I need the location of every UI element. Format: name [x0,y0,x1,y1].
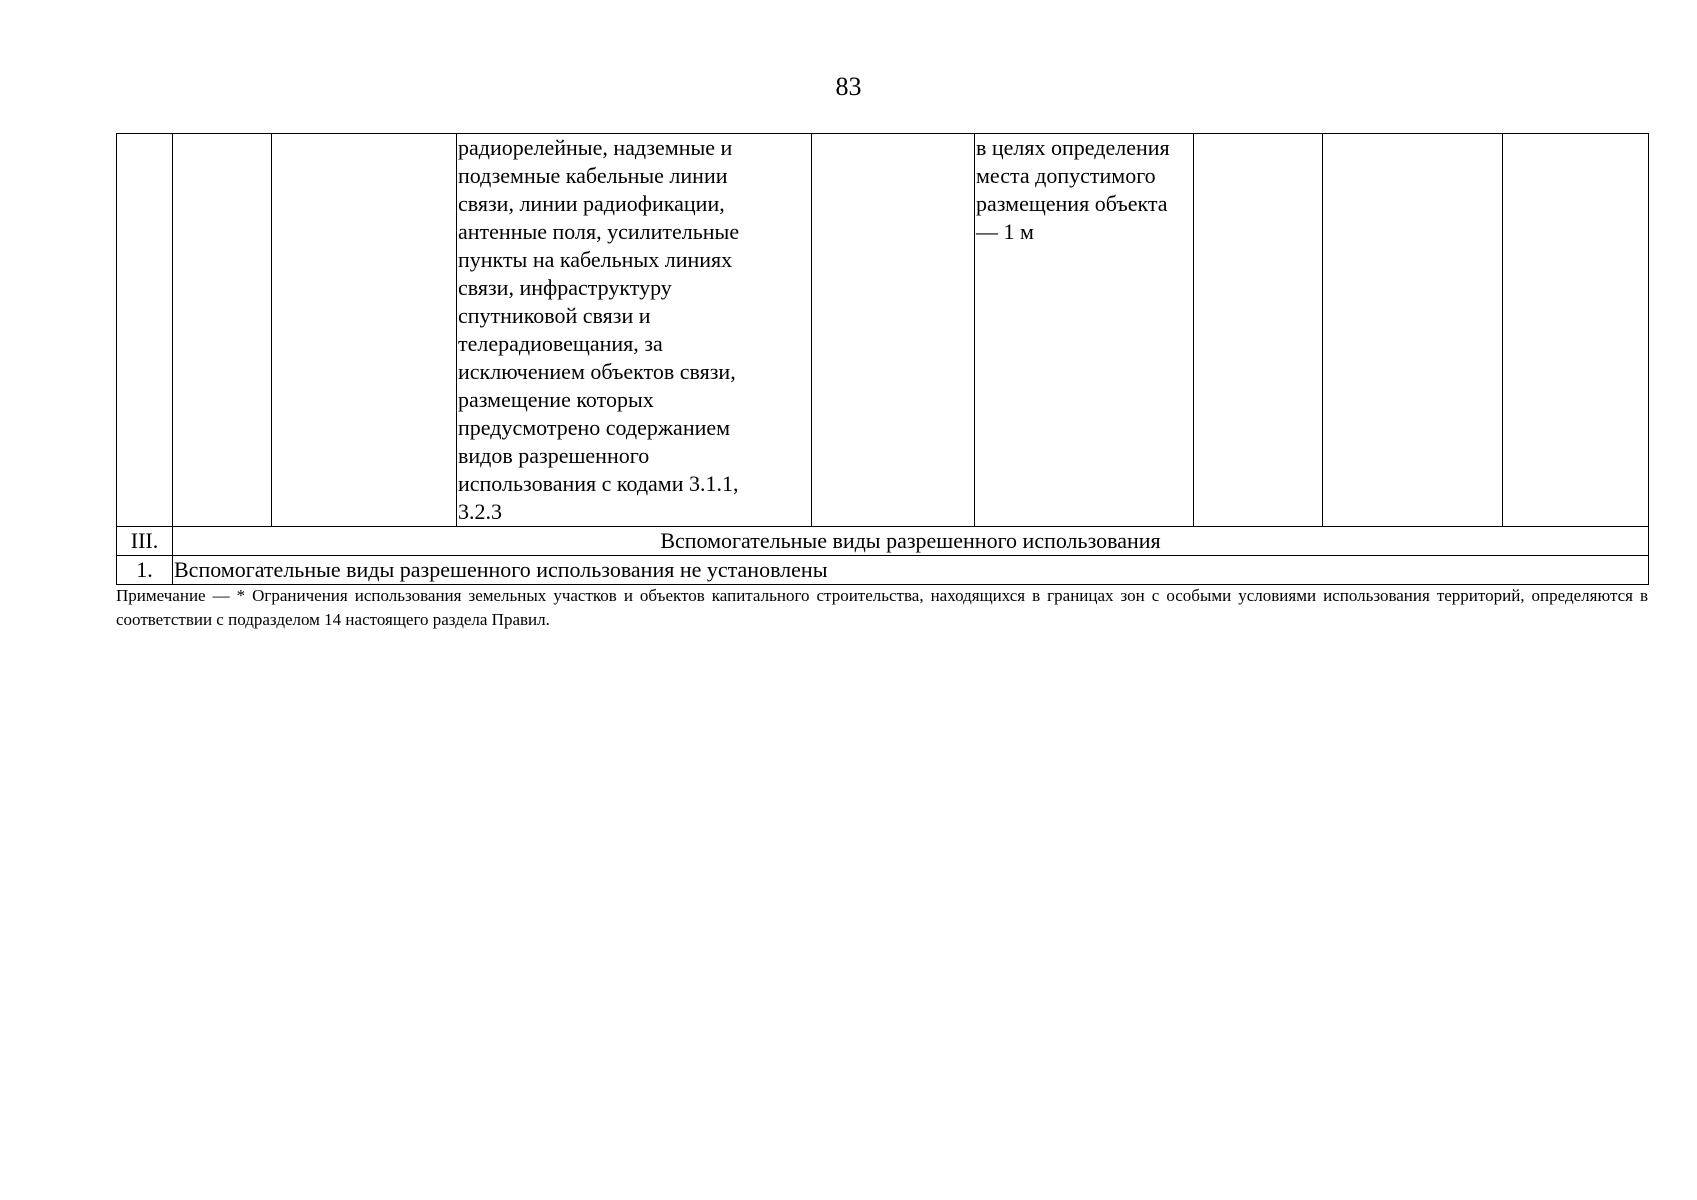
table-cell-empty [812,134,975,527]
row-number: 1. [117,556,173,585]
parameter-text: в целях определения места допустимого размещения объекта — 1 м [976,135,1170,244]
page-number: 83 [835,72,862,101]
table-row-section-item [117,556,1649,585]
table-cell-empty [1194,134,1323,527]
use-description-cell [457,134,812,527]
footnote: Примечание — * Ограничения использования земельных участков и объектов капитального строительства, находящихся в границах зон с особыми условиями использования территорий, определяются в соответствии с подразделом 14 настоящего раздела Правил. [116,586,1648,629]
table-cell-empty [272,134,457,527]
table-row-continuation [117,134,1649,527]
table-row-section-header [117,527,1649,556]
use-description-text: радиорелейные, надземные и подземные кабельные линии связи, линии радиофикации, антенные поля, усилительные пункты на кабельных линиях связи, инфраструктуру спутниковой связи и телерадиовещания, за исключением объектов связи, размещение которых предусмотрено содержанием видов разрешенного использования с кодами 3.1.1, 3.2.3 [458,135,740,524]
table-cell-empty [117,134,173,527]
row-text: Вспомогательные виды разрешенного использования не установлены [173,556,1649,585]
table-cell-empty [1323,134,1503,527]
section-number: III. [117,527,173,556]
section-title: Вспомогательные виды разрешенного использования [173,527,1649,556]
table-cell-empty [1503,134,1649,527]
table-cell-empty [173,134,272,527]
zoning-table [116,133,1649,585]
parameter-cell [975,134,1194,527]
